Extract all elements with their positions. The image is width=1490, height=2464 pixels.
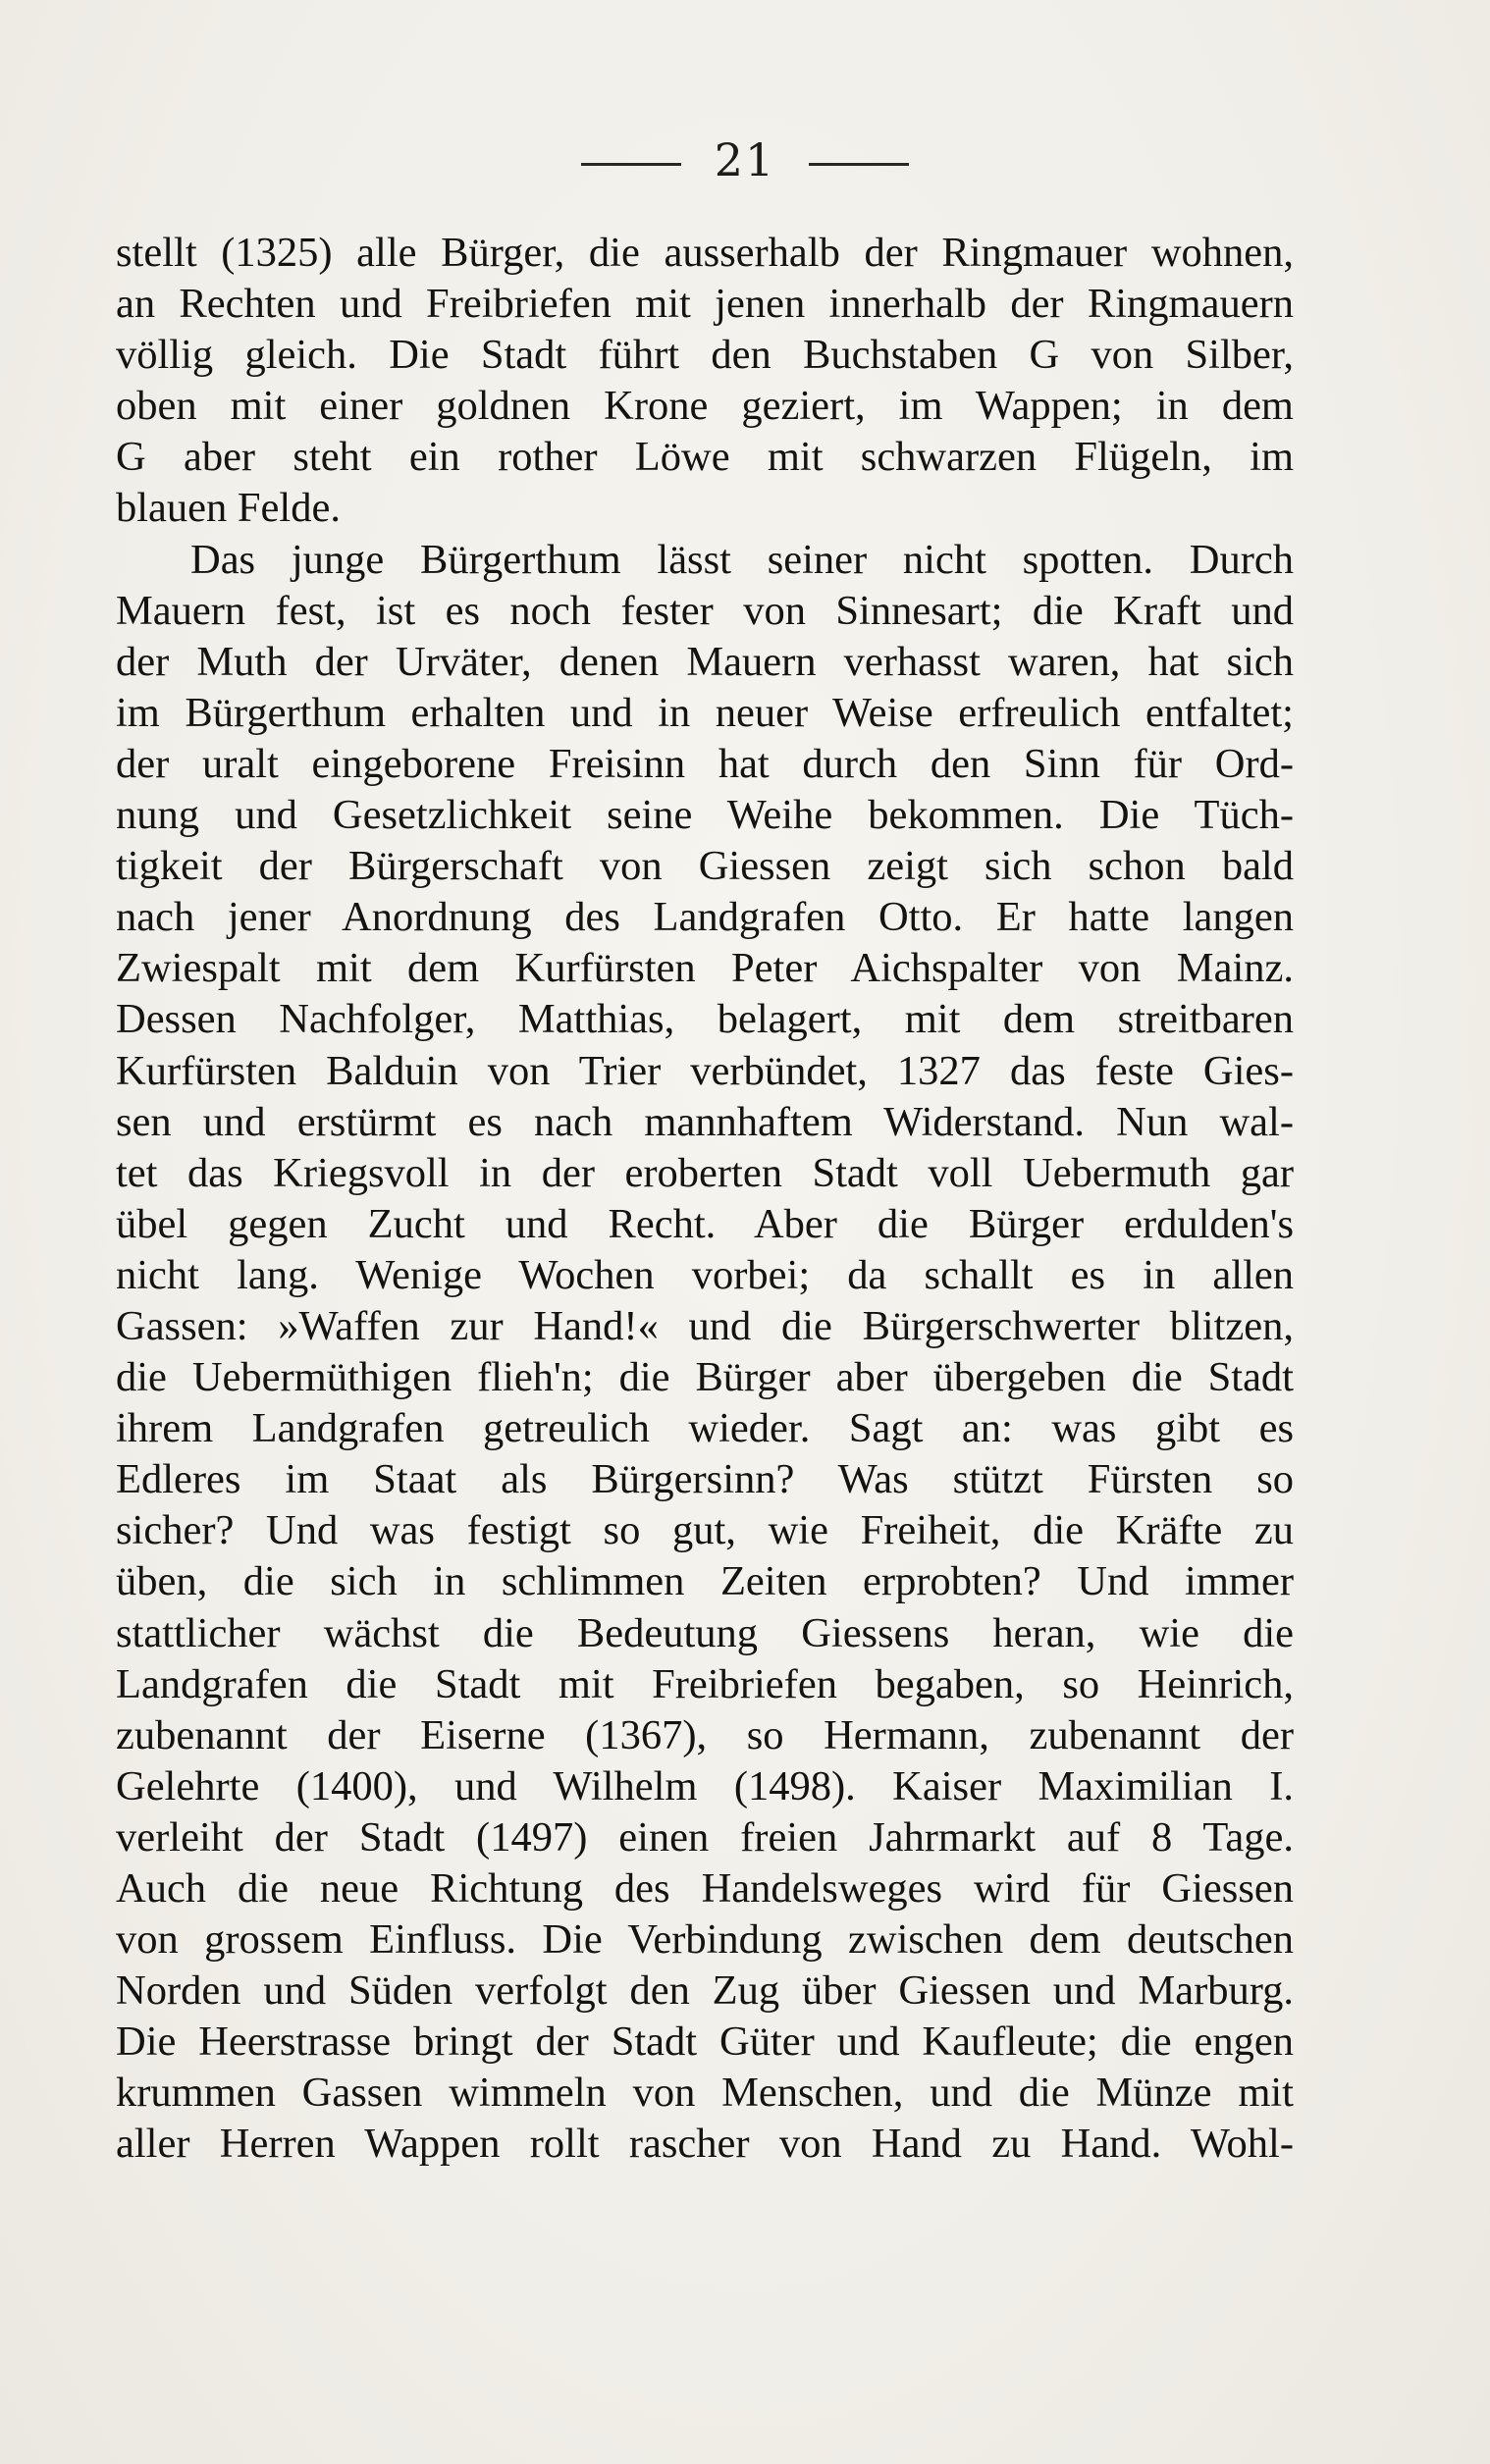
text-line: Mauern fest, ist es noch fester von Sinnesart; die Kraft und (116, 587, 1294, 634)
text-line: aller Herren Wappen rollt rascher von Hand zu Hand. Wohl- (116, 2121, 1294, 2168)
text-line: Zwiespalt mit dem Kurfürsten Peter Aichspalter von Mainz. (116, 945, 1294, 992)
text-line: zubenannt der Eiserne (1367), so Hermann, zubenannt der (116, 1711, 1294, 1758)
text-line: Gassen: »Waffen zur Hand!« und die Bürgerschwerter blitzen, (116, 1302, 1294, 1349)
text-line: krummen Gassen wimmeln von Menschen, und die Münze mit (116, 2070, 1294, 2117)
text-line: stattlicher wächst die Bedeutung Giessens heran, wie die (116, 1609, 1294, 1656)
text-line: nicht lang. Wenige Wochen vorbei; da schallt es in allen (116, 1251, 1294, 1298)
text-line: oben mit einer goldnen Krone geziert, im Wappen; in dem (116, 383, 1294, 430)
text-line: die Uebermüthigen flieh'n; die Bürger aber übergeben die Stadt (116, 1354, 1294, 1401)
page-header (0, 126, 1490, 194)
text-line: Die Heerstrasse bringt der Stadt Güter und Kaufleute; die engen (116, 2018, 1294, 2066)
header-rule-left (581, 163, 681, 166)
text-line: stellt (1325) alle Bürger, die ausserhalb der Ringmauer wohnen, (116, 230, 1294, 276)
text-line: sen und erstürmt es nach mannhaftem Widerstand. Nun wal- (116, 1098, 1294, 1145)
text-line-paragraph-start: Das junge Bürgerthum lässt seiner nicht spotten. Durch (190, 536, 1294, 583)
text-line: üben, die sich in schlimmen Zeiten erprobten? Und immer (116, 1558, 1294, 1605)
text-line: tet das Kriegsvoll in der eroberten Stadt voll Uebermuth gar (116, 1149, 1294, 1196)
text-line: tigkeit der Bürgerschaft von Giessen zeigt sich schon bald (116, 843, 1294, 890)
text-line: völlig gleich. Die Stadt führt den Buchstaben G von Silber, (116, 332, 1294, 379)
text-line: Landgrafen die Stadt mit Freibriefen begaben, so Heinrich, (116, 1660, 1294, 1707)
text-line: nach jener Anordnung des Landgrafen Otto. Er hatte langen (116, 894, 1294, 941)
text-line: Norden und Süden verfolgt den Zug über Giessen und Marburg. (116, 1967, 1294, 2015)
text-line: Edleres im Staat als Bürgersinn? Was stützt Fürsten so (116, 1456, 1294, 1503)
text-line: verleiht der Stadt (1497) einen freien Jahrmarkt auf 8 Tage. (116, 1813, 1294, 1861)
text-line-paragraph-end: blauen Felde. (116, 485, 341, 532)
text-line: Dessen Nachfolger, Matthias, belagert, mit dem streitbaren (116, 996, 1294, 1043)
text-line: der uralt eingeborene Freisinn hat durch den Sinn für Ord- (116, 740, 1294, 787)
text-line: übel gegen Zucht und Recht. Aber die Bürger erdulden's (116, 1200, 1294, 1247)
text-line: sicher? Und was festigt so gut, wie Freiheit, die Kräfte zu (116, 1507, 1294, 1554)
text-line: Auch die neue Richtung des Handelsweges wird für Giessen (116, 1865, 1294, 1912)
text-line: im Bürgerthum erhalten und in neuer Weise erfreulich entfaltet; (116, 689, 1294, 736)
text-line: nung und Gesetzlichkeit seine Weihe bekommen. Die Tüch- (116, 792, 1294, 839)
text-line: G aber steht ein rother Löwe mit schwarzen Flügeln, im (116, 434, 1294, 481)
text-line: Kurfürsten Balduin von Trier verbündet, 1327 das feste Gies- (116, 1047, 1294, 1094)
text-line: von grossem Einfluss. Die Verbindung zwischen dem deutschen (116, 1916, 1294, 1964)
header-rule-right (809, 163, 909, 166)
text-line: Gelehrte (1400), und Wilhelm (1498). Kaiser Maximilian I. (116, 1762, 1294, 1809)
body-text (116, 228, 1294, 2171)
text-line: der Muth der Urväter, denen Mauern verhasst waren, hat sich (116, 638, 1294, 685)
page-number: 21 (714, 133, 776, 186)
text-line: ihrem Landgrafen getreulich wieder. Sagt an: was gibt es (116, 1405, 1294, 1452)
text-line: an Rechten und Freibriefen mit jenen innerhalb der Ringmauern (116, 281, 1294, 328)
